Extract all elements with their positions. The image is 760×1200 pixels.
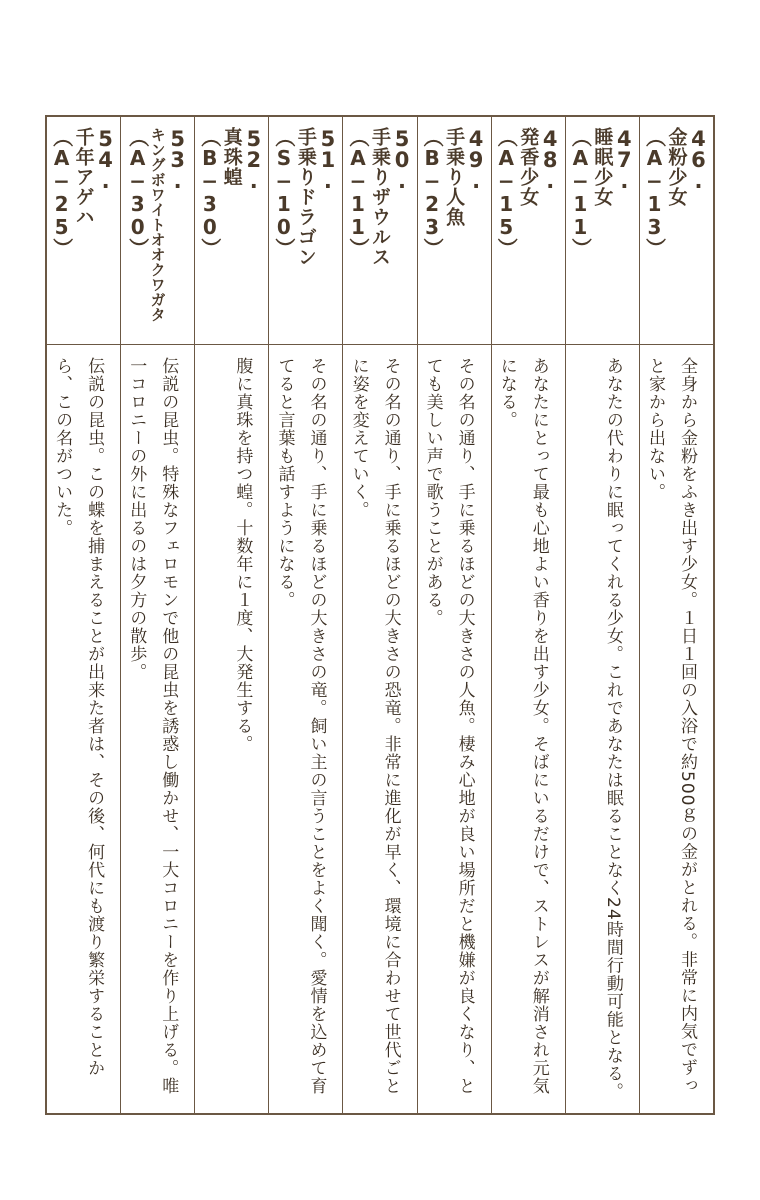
entry-number: 47. [612,127,637,190]
entry-name: 手乗りザウルス [369,127,391,267]
entry-column [120,117,194,1113]
entry-header [492,127,565,339]
entry-name: 睡眠少女 [591,127,614,207]
entry-header [47,127,120,339]
entry-number: 48. [538,127,563,190]
entry-name: 発香少女 [517,127,540,207]
entry-name: 手乗りドラゴン [294,127,317,267]
row-divider [343,344,416,345]
entry-description: 伝説の昆虫。この蝶を捕まえることが出来た者は、その後、何代にも渡り繁栄することから、この名がついた。 [52,357,105,1077]
entry-description: あなたの代わりに眠ってくれる少女。これであなたは眠ることなく24時間行動可能となる。 [602,357,623,1101]
entry-header [566,127,639,339]
entry-name: キングボワイトオオクワガタ [148,127,167,322]
entry-number: 49. [464,127,489,190]
entry-code: （A−30） [125,127,150,257]
entry-name: 千年アゲハ [72,127,95,227]
row-divider [418,344,491,345]
entry-header [418,127,491,339]
row-divider [269,344,342,345]
entry-description: その名の通り、手に乗るほどの大きさの人魚。棲み心地が良い場所だと機嫌が良くなり、とても美しい声で歌うことがある。 [422,357,475,1095]
creature-table [45,115,715,1115]
entry-column [342,117,416,1113]
entry-code: （A−11） [568,127,593,257]
entry-name: 手乗り人魚 [443,127,466,227]
entry-column [268,117,342,1113]
row-divider [640,344,713,345]
entry-column [47,117,120,1113]
row-divider [121,344,194,345]
row-divider [566,344,639,345]
entry-code: （B−23） [420,127,445,257]
entry-number: 52. [241,127,266,190]
entry-description: 全身から金粉をふき出す少女。１日１回の入浴で約500ｇの金がとれる。非常に内気でずっと家から出ない。 [645,357,697,1095]
entry-number: 51. [315,127,340,190]
entry-description: 腹に真珠を持つ蝗。十数年に１度、大発生する。 [232,357,253,753]
row-divider [195,344,268,345]
entry-column [194,117,268,1113]
entry-code: （B−30） [197,127,222,257]
entry-header [195,127,268,339]
entry-description: その名の通り、手に乗るほどの大きさの恐竜。非常に進化が早く、環境に合わせて世代ごとに姿を変えていく。 [348,357,401,1095]
entry-code: （A−25） [49,127,74,257]
entry-column [639,117,713,1113]
entry-header [121,127,194,339]
entry-number: 50. [390,127,414,190]
entry-description: 伝説の昆虫。特殊なフェロモンで他の昆虫を誘惑し働かせ、一大コロニーを作り上げる。唯一コロニーの外に出るのは夕方の散歩。 [126,357,179,1095]
row-divider [47,344,120,345]
entry-code: （S−10） [271,127,296,257]
entry-header [269,127,342,339]
entry-column [417,117,491,1113]
entry-header [343,127,416,339]
entry-header [640,127,713,339]
row-divider [492,344,565,345]
entry-code: （A−11） [346,127,370,257]
entry-column [491,117,565,1113]
entry-name: 金粉少女 [665,127,688,207]
entry-description: あなたにとって最も心地よい香りを出す少女。そばにいるだけで、ストレスが解消され元気になる。 [496,357,549,1095]
entry-number: 53. [165,127,190,190]
entry-code: （A−15） [494,127,519,257]
entry-column [565,117,639,1113]
entry-description: その名の通り、手に乗るほどの大きさの竜。飼い主の言うことをよく聞く。愛情を込めて育てると言葉も話すようになる。 [274,357,327,1095]
entry-number: 54. [93,127,118,190]
entry-number: 46. [686,127,711,190]
entry-code: （A−13） [642,127,667,257]
entry-name: 真珠蝗 [220,127,243,187]
